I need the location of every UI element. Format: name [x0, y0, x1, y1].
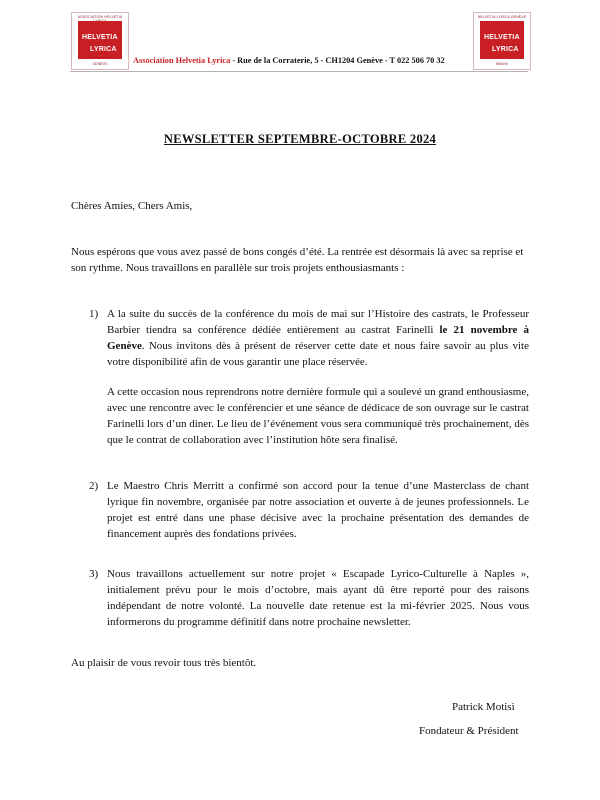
item-1-paragraph-2: A cette occasion nous reprendrons notre dernière formule qui a soulevé un grand enthousiasme, avec une rencontre avec le conférencier et une séance de dédicace de son ouvrage sur le castrat Farinelli lors d’un diner. Le lieu de l’événement vous sera communiqué très prochainement, dès que le contrat de collaboration avec l’institution hôte sera finalisé. [107, 386, 529, 446]
logo-text-line2: LYRICA [90, 46, 117, 53]
logo-text-line1: HELVETIA [82, 34, 118, 41]
logo-red-box [78, 21, 122, 59]
signatory-role: Fondateur & Président [419, 725, 519, 737]
item-1-text: A la suite du succès de la conférence du mois de mai sur l’Histoire des castrats, le Professeur Barbier tiendra sa conférence dédiée entièrement au castrat Farinelli [107, 308, 529, 336]
greeting: Chères Amies, Chers Amis, [71, 200, 193, 212]
signatory-name: Patrick Motisi [452, 701, 515, 713]
list-number-1: 1) [89, 308, 99, 320]
helvetia-lyrica-logo-right [473, 12, 531, 70]
list-item-1 [107, 306, 529, 448]
letterhead-address [133, 56, 445, 65]
organization-name: Association Helvetia Lyrica [133, 56, 231, 65]
logo-caption-top: ASSOCIATION HELVETIA [77, 15, 123, 19]
logo-red-box [480, 21, 524, 59]
logo-caption-bottom: GENÈVE [92, 62, 108, 66]
list-number-3: 3) [89, 568, 99, 580]
logo-caption-bottom: MMXVII [495, 62, 509, 66]
item-1-paragraph-1 [107, 306, 529, 370]
item-1-date: le 21 novembre à Genève [107, 324, 529, 352]
list-item-3: Nous travaillons actuellement sur notre projet « Escapade Lyrico-Culturelle à Naples », initialement prévu pour le mois d’octobre, mais ayant dû être reporté pour des raisons indépendant de notre volonté. La nouvelle date retenue est la mi-février 2025. Nous vous informerons du programme définitif dans notre prochaine newsletter. [107, 568, 529, 628]
list-item-2: Le Maestro Chris Merritt a confirmé son accord pour la tenue d’une Masterclass de chant lyrique fin novembre, organisée par notre association et ouverte à de jeunes professionnels. Le projet est entré dans une phase décisive avec la prochaine présentation des demandes de financement auprès des fondations privées. [107, 480, 529, 540]
logo-text-line1: HELVETIA [484, 34, 520, 41]
closing-line: Au plaisir de vous revoir tous très bientôt. [71, 657, 257, 669]
newsletter-title: NEWSLETTER SEPTEMBRE-OCTOBRE 2024 [163, 132, 437, 146]
logo-caption-top: HELVETIA LYRICA GENÈVE [477, 15, 527, 19]
intro-paragraph: Nous espérons que vous avez passé de bons congés d’été. La rentrée est désormais là avec sa reprise et son rythme. Nous travaillons en parallèle sur trois projets enthousiasmants : [71, 246, 524, 274]
list-number-2: 2) [89, 480, 99, 492]
item-1-text-end: . Nous invitons dès à présent de réserver cette date et nous faire savoir au plus vite votre disponibilité afin de vous garantir une place réservée. [107, 340, 529, 368]
logo-text-line2: LYRICA [492, 46, 519, 53]
address-line: - Rue de la Corraterie, 5 - CH1204 Genève - T 022 506 70 32 [230, 56, 445, 65]
helvetia-lyrica-logo-left [71, 12, 129, 70]
header-divider [70, 71, 528, 72]
